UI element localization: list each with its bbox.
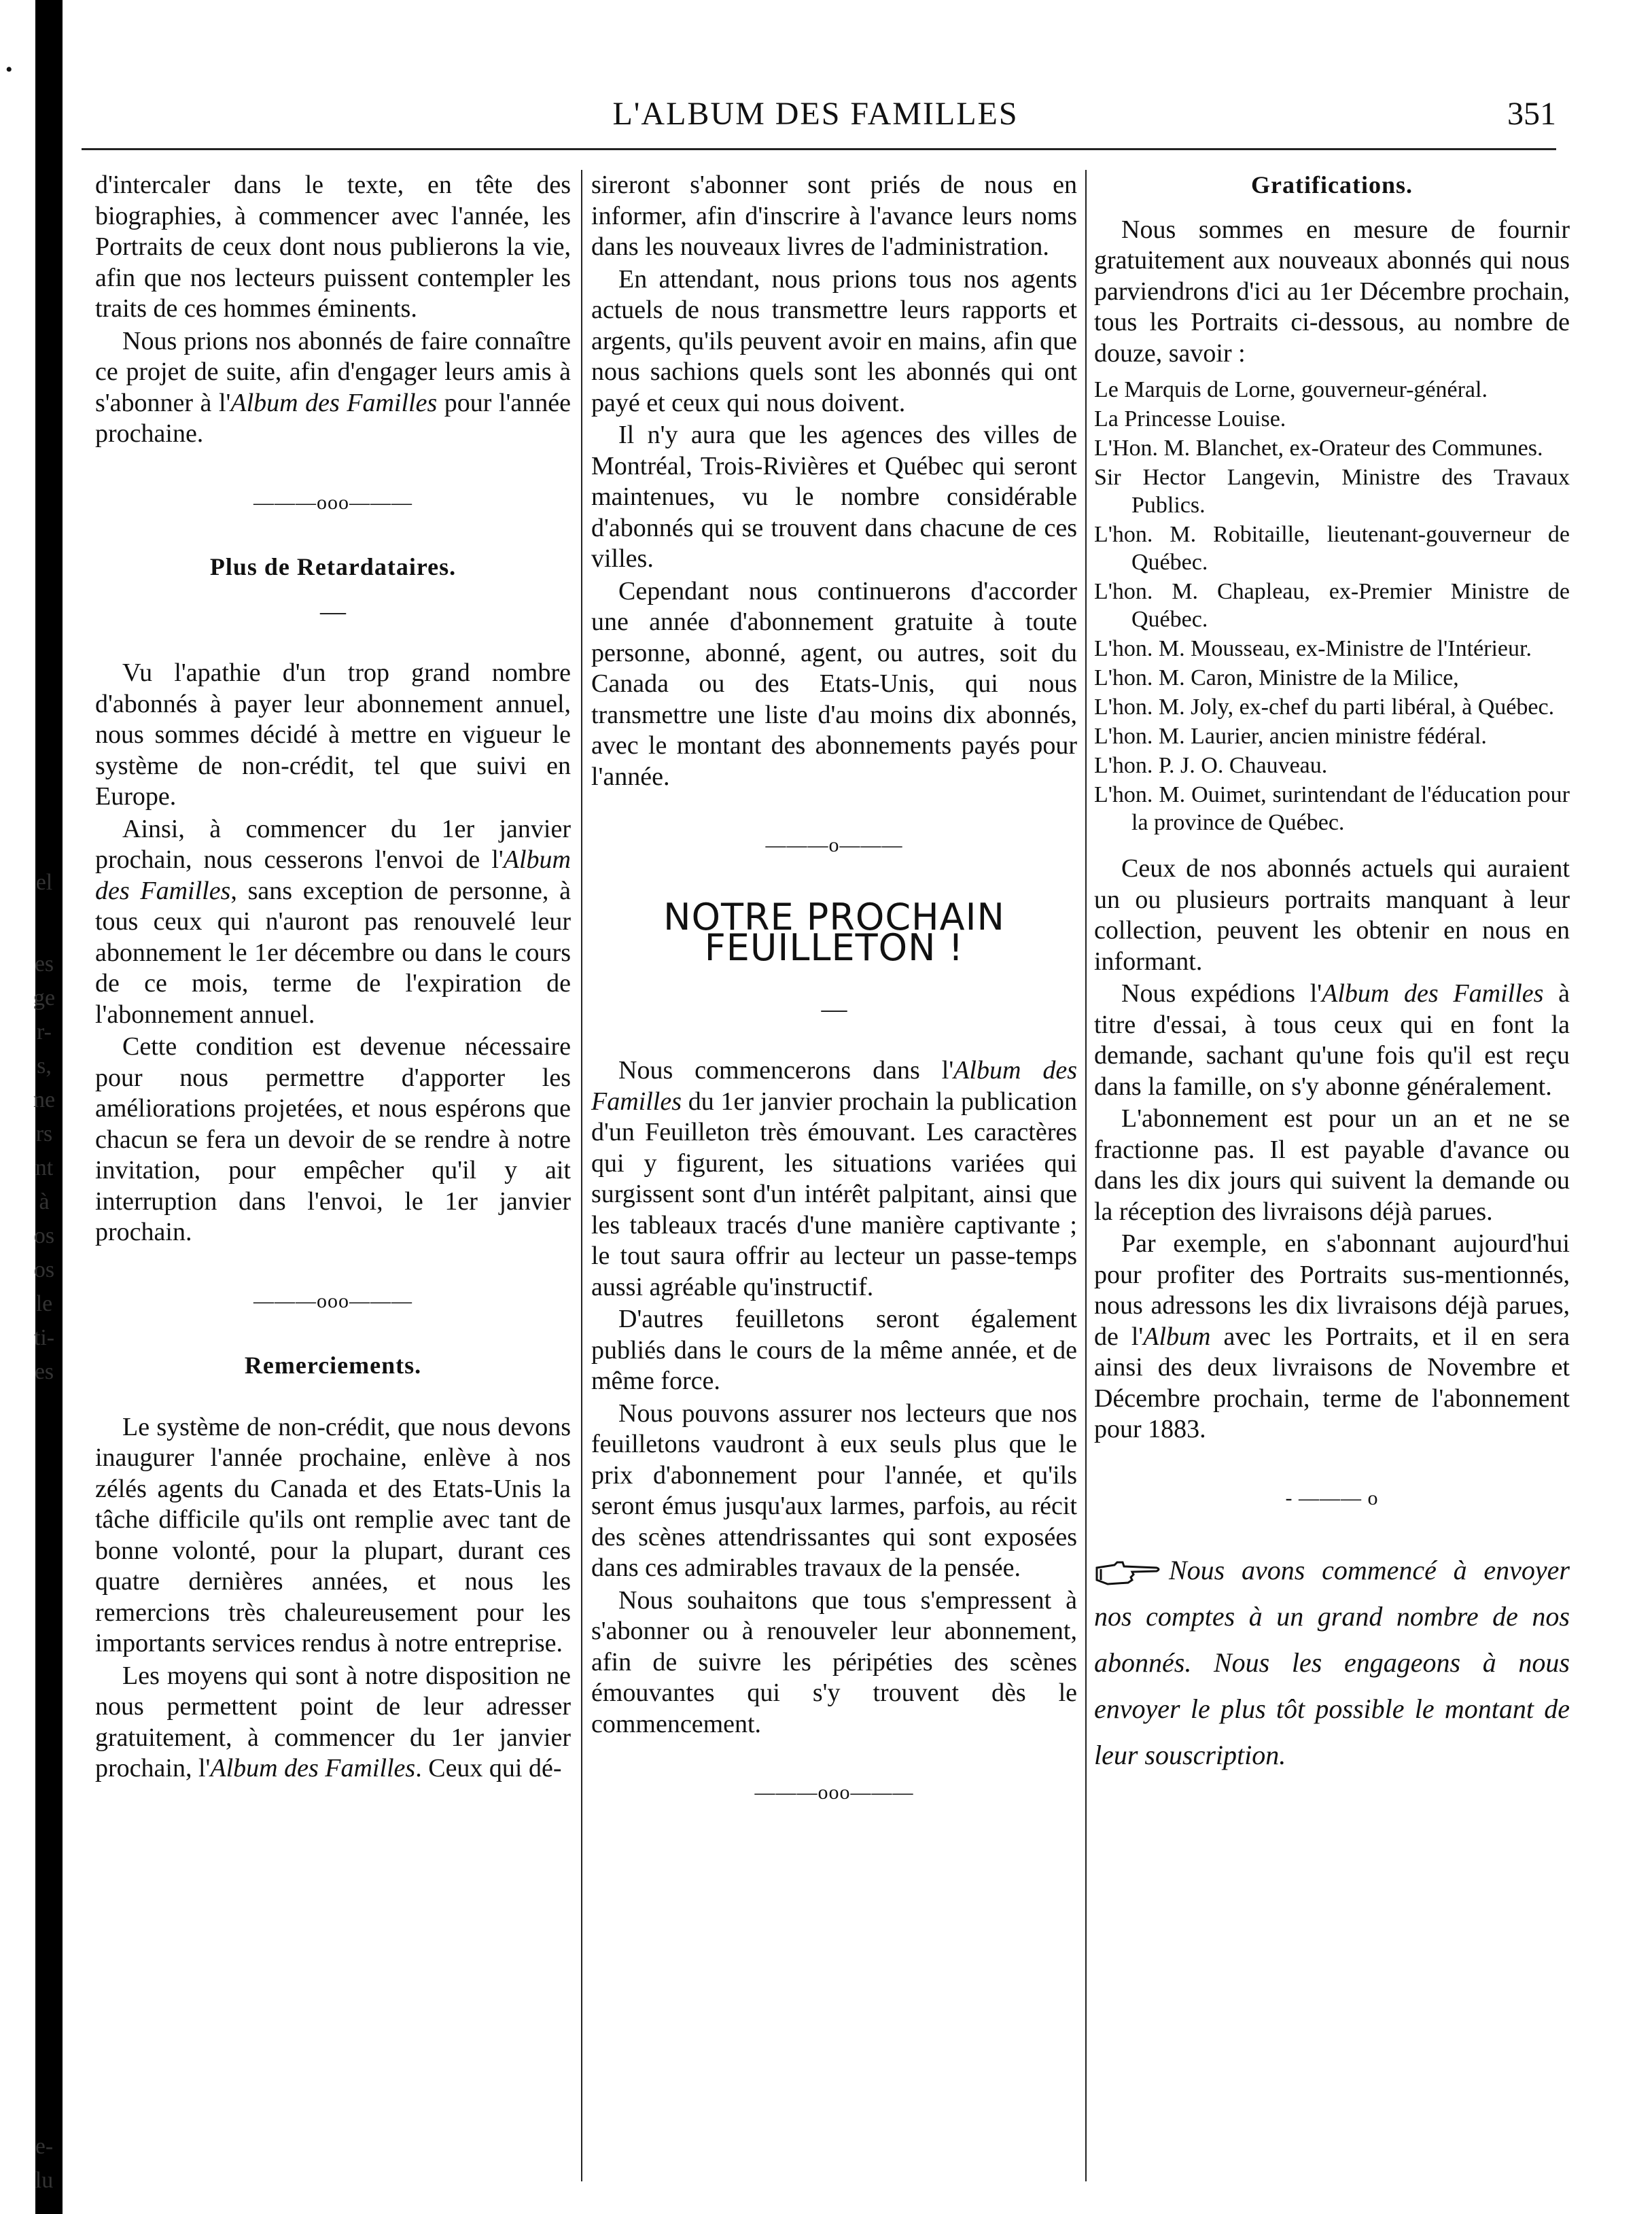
- text: Nous commencerons dans l': [618, 1056, 954, 1085]
- margin-fragment: ne: [33, 1087, 56, 1112]
- margin-dot: •: [5, 58, 13, 81]
- page-number: 351: [1507, 96, 1556, 132]
- paragraph: sireront s'abonner sont priés de nous en informer, afin d'inscrire à l'avance leurs noms dans les nouveaux livres de l'administration.: [591, 171, 1077, 261]
- margin-fragment: s,: [37, 1053, 52, 1078]
- publication-title: Album des Familles: [591, 1056, 1077, 1116]
- margin-fragment: r-: [37, 1019, 52, 1044]
- feuilleton-headline: NOTRE PROCHAIN FEUILLETON !: [663, 895, 1005, 969]
- section-rule: ———ooo———: [754, 1781, 914, 1804]
- section-title-retardataires: Plus de Retardataires.: [209, 553, 457, 580]
- paragraph: [95, 1661, 571, 1785]
- column-divider: [581, 170, 582, 2181]
- paragraph: Le système de non-crédit, que nous devons inaugurer l'année prochaine, enlève à nos zélés agents du Canada et des Etats-Unis la tâche difficile qu'ils ont remplie avec tant de bonne volonté, pour la plupart, durant ces quatre dernières années, et nous les remercions très chaleureusement pour les importants services rendus à notre entreprise.: [95, 1412, 571, 1657]
- list-item: L'hon. M. Mousseau, ex-Ministre de l'Intérieur.: [1094, 636, 1532, 661]
- text: Par exemple, en s'abonnant aujourd'hui pour profiter des Portraits sus-mentionnés, nous adressons les dix livraisons déjà parues, de l': [1094, 1229, 1570, 1351]
- text: Nous prions nos abonnés de faire connaître ce projet de suite, afin d'engager leurs amis à s'abonner à l': [95, 326, 571, 417]
- text: Les moyens qui sont à notre disposition ne nous permettent point de leur adresser gratuitement, à commencer du 1er janvier prochain, l': [95, 1661, 571, 1782]
- section-rule: ———o———: [765, 834, 903, 856]
- list-item: L'hon. M. Ouimet, surintendant de l'éducation pour la province de Québec.: [1094, 782, 1570, 835]
- list-item: L'hon. M. Joly, ex-chef du parti libéral, à Québec.: [1094, 695, 1555, 720]
- paragraph: D'autres feuilletons seront également publiés dans le cours de la même année, et de même force.: [591, 1305, 1077, 1395]
- paragraph: [95, 326, 571, 450]
- text: pour l'année prochaine.: [95, 388, 571, 448]
- text: Nous expédions l': [1121, 979, 1322, 1008]
- paragraph: Nous pouvons assurer nos lecteurs que nos feuilletons vaudront à eux seuls plus que le prix d'abonnement pour l'année, et qu'ils seront émus jusqu'aux larmes, parfois, au récit des scènes attendrissantes qui sont exposées dans ces admirables travaux de la pensée.: [591, 1399, 1077, 1582]
- paragraph: Il n'y aura que les agences des villes de Montréal, Trois-Rivières et Québec qui seront maintenues, vu le nombre considérable d'abonnés qui se trouvent dans chacune de ces villes.: [591, 421, 1077, 573]
- notice-text: Nous avons commencé à envoyer nos comptes à un grand nombre de nos abonnés. Nous les engageons à nous envoyer le plus tôt possible le montant de leur souscription.: [1094, 1555, 1570, 1770]
- column-divider: [1085, 170, 1087, 2181]
- margin-fragment: e-: [35, 2134, 54, 2159]
- paragraph: Nous sommes en mesure de fournir gratuitement aux nouveaux abonnés qui nous parviendrons d'ici au 1er Décembre prochain, tous les Portraits ci-dessous, au nombre de douze, savoir :: [1094, 215, 1570, 368]
- list-item: Le Marquis de Lorne, gouverneur-général.: [1094, 377, 1488, 402]
- text: Ainsi, à commencer du 1er janvier prochain, nous cesserons l'envoi de l': [95, 814, 571, 874]
- list-item: L'hon. M. Caron, Ministre de la Milice,: [1094, 665, 1459, 690]
- list-item: L'hon. M. Robitaille, lieutenant-gouverneur de Québec.: [1094, 522, 1570, 575]
- paragraph: Nous souhaitons que tous s'empressent à s'abonner ou à renouveler leur abonnement, afin de suivre les péripéties des scènes émouvantes qui s'y trouvent dès le commencement.: [591, 1585, 1077, 1738]
- margin-fragment: ti-: [33, 1325, 55, 1350]
- publication-title: Album des Familles: [230, 388, 438, 417]
- margin-fragment: rs: [35, 1121, 53, 1146]
- section-dash: —: [320, 597, 346, 626]
- text: à titre d'essai, à tous ceux qui en font la demande, sachant qu'une fois qu'il est reçu dans la famille, on s'y abonne généralement.: [1094, 979, 1570, 1101]
- list-item: Sir Hector Langevin, Ministre des Travaux Publics.: [1094, 465, 1570, 518]
- section-dash: —: [821, 994, 847, 1023]
- margin-fragment: à: [39, 1189, 50, 1214]
- section-title-gratifications: Gratifications.: [1251, 171, 1413, 198]
- margin-fragment: es: [34, 951, 54, 977]
- text: , sans exception de personne, à tous ceux qui n'auront pas renouvelé leur abonnement le 1er décembre ou dans le cours de ce mois, terme de l'expiration de l'abonnement annuel.: [95, 876, 571, 1029]
- notice-paragraph: [1094, 1547, 1570, 1778]
- list-item: La Princesse Louise.: [1094, 406, 1286, 432]
- column-right: [1094, 170, 1570, 1778]
- list-item: L'Hon. M. Blanchet, ex-Orateur des Communes.: [1094, 436, 1543, 461]
- margin-fragment: os: [33, 1223, 55, 1248]
- text: avec les Portraits, et il en sera ainsi des deux livraisons de Novembre et Décembre prochain, terme de l'abonnement pour 1883.: [1094, 1322, 1570, 1443]
- list-item: L'hon. M. Laurier, ancien ministre fédéral.: [1094, 724, 1487, 749]
- margin-fragment: ge: [33, 985, 56, 1011]
- margin-fragment: es: [34, 1359, 54, 1384]
- column-middle: [591, 170, 1077, 1842]
- margin-fragment: nt: [35, 1155, 54, 1180]
- pointing-hand-icon: [1094, 1547, 1169, 1594]
- margin-fragment: el: [35, 870, 53, 895]
- paragraph: [95, 814, 571, 1031]
- list-item: L'hon. M. Chapleau, ex-Premier Ministre de Québec.: [1094, 579, 1570, 632]
- paragraph: Vu l'apathie d'un trop grand nombre d'abonnés à payer leur abonnement annuel, nous sommes décidé à mettre en vigueur le système de non-crédit, tel que suivi en Europe.: [95, 658, 571, 811]
- paragraph: [1094, 1229, 1570, 1445]
- publication-title: Album des Familles: [1322, 979, 1544, 1008]
- section-rule: ———ooo———: [253, 491, 412, 514]
- text: du 1er janvier prochain la publication d'un Feuilleton très émouvant. Les caractères qui y figurent, les situations variées qui surgissent sont d'un intérêt palpitant, ainsi que les tableaux tracés d'une manière captivante ; le tout saura offrir au lecteur un passe-temps aussi agréable qu'instructif.: [591, 1087, 1077, 1301]
- paragraph: En attendant, nous prions tous nos agents actuels de nous transmettre leurs rapports et argents, qu'ils peuvent avoir en mains, afin que nous sachions quels sont les abonnés qui ont payé et ceux qui nous doivent.: [591, 264, 1077, 417]
- paragraph: L'abonnement est pour un an et ne se fractionne pas. Il est payable d'avance ou dans les dix jours qui suivent la demande ou la réception des livraisons déjà parues.: [1094, 1104, 1570, 1226]
- publication-title: Album des Familles: [95, 845, 571, 905]
- header-rule: [82, 148, 1556, 150]
- margin-fragment: le: [35, 1291, 53, 1316]
- paragraph: Cette condition est devenue nécessaire pour nous permettre d'apporter les améliorations projetées, et nous espérons que chacun se fera un devoir de se rendre à notre invitation, pour empêcher qu'il y ait interruption dans l'envoi, le 1er janvier prochain.: [95, 1032, 571, 1246]
- portrait-list: [1094, 376, 1570, 837]
- page-header: [75, 95, 1556, 143]
- margin-fragment: os: [33, 1257, 55, 1282]
- text: . Ceux qui dé-: [415, 1754, 562, 1782]
- paragraph: d'intercaler dans le texte, en tête des biographies, à commencer avec l'année, les Portraits de ceux dont nous publierons la vie, afin que nos lecteurs puissent contempler les traits de ces hommes éminents.: [95, 171, 571, 323]
- paragraph: Cependant nous continuerons d'accorder une année d'abonnement gratuite à toute personne, abonné, agent, ou autres, soit du Canada ou des Etats-Unis, qui nous transmettre une liste d'au moins dix abonnés, avec le montant des abonnements payés pour l'année.: [591, 576, 1077, 791]
- paragraph: [591, 1055, 1077, 1303]
- column-left: [95, 170, 571, 1786]
- section-rule: ———ooo———: [253, 1289, 412, 1312]
- section-title-remerciements: Remerciements.: [244, 1352, 422, 1379]
- list-item: L'hon. P. J. O. Chauveau.: [1094, 753, 1328, 778]
- running-title: L'ALBUM DES FAMILLES: [612, 96, 1019, 132]
- section-rule: - ——— o: [1285, 1486, 1379, 1509]
- paragraph: Ceux de nos abonnés actuels qui auraient un ou plusieurs portraits manquant à leur collection, peuvent les obtenir en nous en informant.: [1094, 854, 1570, 976]
- paragraph: [1094, 979, 1570, 1102]
- publication-title: Album des Familles: [210, 1754, 416, 1782]
- publication-title: Album: [1143, 1322, 1211, 1351]
- margin-fragment: lu: [35, 2168, 54, 2193]
